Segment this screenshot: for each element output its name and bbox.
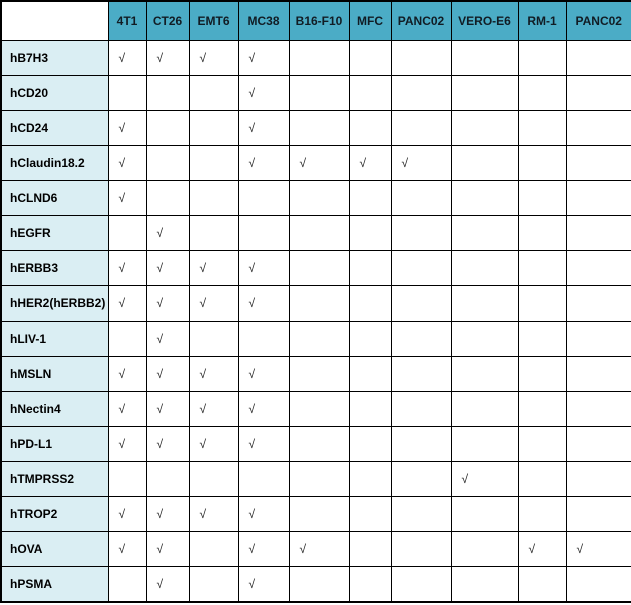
empty-cell bbox=[289, 181, 349, 216]
empty-cell bbox=[451, 145, 518, 180]
empty-cell bbox=[391, 462, 451, 497]
empty-cell bbox=[349, 391, 391, 426]
empty-cell bbox=[566, 567, 631, 602]
empty-cell bbox=[391, 286, 451, 321]
column-header-vero-e6: VERO-E6 bbox=[451, 1, 518, 40]
empty-cell bbox=[391, 497, 451, 532]
empty-cell bbox=[518, 75, 566, 110]
empty-cell bbox=[391, 426, 451, 461]
table-row bbox=[1, 251, 631, 286]
table-row bbox=[1, 75, 631, 110]
row-label-hpd-l1: hPD-L1 bbox=[1, 426, 108, 461]
column-header-rm-1: RM-1 bbox=[518, 1, 566, 40]
checkmark-cell: √ bbox=[146, 497, 189, 532]
checkmark-cell: √ bbox=[238, 567, 289, 602]
empty-cell bbox=[518, 251, 566, 286]
checkmark-cell: √ bbox=[289, 145, 349, 180]
checkmark-cell: √ bbox=[238, 391, 289, 426]
checkmark-cell: √ bbox=[108, 497, 146, 532]
row-label-hcd20: hCD20 bbox=[1, 75, 108, 110]
empty-cell bbox=[518, 321, 566, 356]
checkmark-cell: √ bbox=[108, 391, 146, 426]
empty-cell bbox=[349, 181, 391, 216]
empty-cell bbox=[189, 462, 238, 497]
column-header-4t1: 4T1 bbox=[108, 1, 146, 40]
row-label-herbb3: hERBB3 bbox=[1, 251, 108, 286]
empty-cell bbox=[518, 40, 566, 75]
checkmark-cell: √ bbox=[108, 532, 146, 567]
empty-cell bbox=[349, 110, 391, 145]
checkmark-cell: √ bbox=[289, 532, 349, 567]
empty-cell bbox=[189, 181, 238, 216]
column-header-ct26: CT26 bbox=[146, 1, 189, 40]
row-label-hegfr: hEGFR bbox=[1, 216, 108, 251]
checkmark-cell: √ bbox=[146, 532, 189, 567]
empty-cell bbox=[566, 321, 631, 356]
row-label-htrop2: hTROP2 bbox=[1, 497, 108, 532]
empty-cell bbox=[451, 75, 518, 110]
empty-cell bbox=[289, 40, 349, 75]
checkmark-cell: √ bbox=[108, 145, 146, 180]
row-label-hclaudin18.2: hClaudin18.2 bbox=[1, 145, 108, 180]
empty-cell bbox=[108, 567, 146, 602]
empty-cell bbox=[349, 567, 391, 602]
empty-cell bbox=[289, 286, 349, 321]
empty-cell bbox=[238, 181, 289, 216]
empty-cell bbox=[566, 497, 631, 532]
row-label-hpsma: hPSMA bbox=[1, 567, 108, 602]
empty-cell bbox=[349, 75, 391, 110]
empty-cell bbox=[391, 40, 451, 75]
empty-cell bbox=[518, 286, 566, 321]
empty-cell bbox=[391, 251, 451, 286]
row-label-hher2(herbb2): hHER2(hERBB2) bbox=[1, 286, 108, 321]
empty-cell bbox=[238, 321, 289, 356]
empty-cell bbox=[289, 75, 349, 110]
empty-cell bbox=[451, 181, 518, 216]
empty-cell bbox=[189, 321, 238, 356]
empty-cell bbox=[146, 145, 189, 180]
empty-cell bbox=[349, 321, 391, 356]
empty-cell bbox=[349, 40, 391, 75]
table-row bbox=[1, 462, 631, 497]
empty-cell bbox=[566, 356, 631, 391]
empty-cell bbox=[108, 75, 146, 110]
empty-cell bbox=[566, 40, 631, 75]
empty-cell bbox=[349, 532, 391, 567]
table-row bbox=[1, 391, 631, 426]
empty-cell bbox=[189, 75, 238, 110]
column-header-panc02: PANC02 bbox=[566, 1, 631, 40]
empty-cell bbox=[518, 426, 566, 461]
column-header-panc02: PANC02 bbox=[391, 1, 451, 40]
checkmark-cell: √ bbox=[146, 216, 189, 251]
column-header-mfc: MFC bbox=[349, 1, 391, 40]
empty-cell bbox=[391, 532, 451, 567]
empty-cell bbox=[518, 497, 566, 532]
row-label-htmprss2: hTMPRSS2 bbox=[1, 462, 108, 497]
empty-cell bbox=[146, 110, 189, 145]
empty-cell bbox=[146, 75, 189, 110]
checkmark-cell: √ bbox=[238, 251, 289, 286]
empty-cell bbox=[349, 251, 391, 286]
table-row bbox=[1, 286, 631, 321]
empty-cell bbox=[518, 391, 566, 426]
checkmark-cell: √ bbox=[146, 321, 189, 356]
empty-cell bbox=[518, 462, 566, 497]
table-row bbox=[1, 567, 631, 602]
empty-cell bbox=[451, 532, 518, 567]
empty-cell bbox=[391, 321, 451, 356]
row-label-hcd24: hCD24 bbox=[1, 110, 108, 145]
table-row bbox=[1, 532, 631, 567]
empty-cell bbox=[451, 391, 518, 426]
empty-cell bbox=[391, 216, 451, 251]
table-row bbox=[1, 426, 631, 461]
column-header-mc38: MC38 bbox=[238, 1, 289, 40]
empty-cell bbox=[451, 110, 518, 145]
checkmark-cell: √ bbox=[349, 145, 391, 180]
empty-cell bbox=[451, 321, 518, 356]
empty-cell bbox=[566, 216, 631, 251]
empty-cell bbox=[189, 145, 238, 180]
empty-cell bbox=[451, 40, 518, 75]
empty-cell bbox=[289, 567, 349, 602]
empty-cell bbox=[566, 75, 631, 110]
empty-cell bbox=[349, 216, 391, 251]
empty-cell bbox=[451, 426, 518, 461]
empty-cell bbox=[238, 216, 289, 251]
checkmark-cell: √ bbox=[189, 426, 238, 461]
empty-cell bbox=[391, 391, 451, 426]
empty-cell bbox=[108, 462, 146, 497]
empty-cell bbox=[566, 462, 631, 497]
table-row bbox=[1, 145, 631, 180]
checkmark-cell: √ bbox=[108, 110, 146, 145]
empty-cell bbox=[289, 110, 349, 145]
empty-cell bbox=[108, 321, 146, 356]
empty-cell bbox=[391, 181, 451, 216]
checkmark-cell: √ bbox=[238, 75, 289, 110]
empty-cell bbox=[146, 462, 189, 497]
empty-cell bbox=[349, 497, 391, 532]
empty-cell bbox=[451, 286, 518, 321]
empty-cell bbox=[566, 426, 631, 461]
corner-cell bbox=[1, 1, 108, 40]
checkmark-cell: √ bbox=[566, 532, 631, 567]
row-label-hnectin4: hNectin4 bbox=[1, 391, 108, 426]
empty-cell bbox=[566, 110, 631, 145]
column-header-b16-f10: B16-F10 bbox=[289, 1, 349, 40]
empty-cell bbox=[518, 145, 566, 180]
table-row bbox=[1, 497, 631, 532]
row-label-hova: hOVA bbox=[1, 532, 108, 567]
checkmark-cell: √ bbox=[189, 391, 238, 426]
column-header-emt6: EMT6 bbox=[189, 1, 238, 40]
empty-cell bbox=[518, 181, 566, 216]
empty-cell bbox=[189, 567, 238, 602]
checkmark-cell: √ bbox=[146, 426, 189, 461]
empty-cell bbox=[349, 356, 391, 391]
checkmark-cell: √ bbox=[108, 356, 146, 391]
empty-cell bbox=[289, 497, 349, 532]
checkmark-cell: √ bbox=[238, 532, 289, 567]
empty-cell bbox=[451, 356, 518, 391]
empty-cell bbox=[238, 462, 289, 497]
checkmark-cell: √ bbox=[108, 181, 146, 216]
checkmark-cell: √ bbox=[146, 391, 189, 426]
empty-cell bbox=[451, 251, 518, 286]
empty-cell bbox=[391, 567, 451, 602]
empty-cell bbox=[289, 462, 349, 497]
checkmark-cell: √ bbox=[238, 426, 289, 461]
empty-cell bbox=[349, 426, 391, 461]
empty-cell bbox=[518, 216, 566, 251]
table-row bbox=[1, 356, 631, 391]
empty-cell bbox=[566, 145, 631, 180]
empty-cell bbox=[518, 567, 566, 602]
checkmark-cell: √ bbox=[108, 40, 146, 75]
table-header bbox=[1, 1, 631, 40]
empty-cell bbox=[289, 391, 349, 426]
checkmark-cell: √ bbox=[518, 532, 566, 567]
empty-cell bbox=[451, 216, 518, 251]
checkmark-cell: √ bbox=[189, 497, 238, 532]
header-row bbox=[1, 1, 631, 40]
empty-cell bbox=[189, 110, 238, 145]
checkmark-cell: √ bbox=[189, 40, 238, 75]
checkmark-cell: √ bbox=[108, 251, 146, 286]
checkmark-cell: √ bbox=[146, 356, 189, 391]
empty-cell bbox=[289, 251, 349, 286]
empty-cell bbox=[451, 497, 518, 532]
table-row bbox=[1, 40, 631, 75]
table-row bbox=[1, 110, 631, 145]
checkmark-cell: √ bbox=[238, 145, 289, 180]
checkmark-cell: √ bbox=[238, 286, 289, 321]
checkmark-cell: √ bbox=[189, 286, 238, 321]
empty-cell bbox=[518, 110, 566, 145]
empty-cell bbox=[518, 356, 566, 391]
checkmark-cell: √ bbox=[189, 356, 238, 391]
row-label-hclnd6: hCLND6 bbox=[1, 181, 108, 216]
empty-cell bbox=[566, 251, 631, 286]
checkmark-cell: √ bbox=[238, 356, 289, 391]
row-label-hmsln: hMSLN bbox=[1, 356, 108, 391]
checkmark-cell: √ bbox=[146, 40, 189, 75]
empty-cell bbox=[391, 356, 451, 391]
table-row bbox=[1, 216, 631, 251]
empty-cell bbox=[289, 426, 349, 461]
empty-cell bbox=[566, 391, 631, 426]
row-label-hliv-1: hLIV-1 bbox=[1, 321, 108, 356]
empty-cell bbox=[349, 286, 391, 321]
empty-cell bbox=[391, 110, 451, 145]
empty-cell bbox=[566, 181, 631, 216]
empty-cell bbox=[566, 286, 631, 321]
table-row bbox=[1, 181, 631, 216]
empty-cell bbox=[108, 216, 146, 251]
table-body bbox=[1, 40, 631, 602]
empty-cell bbox=[189, 532, 238, 567]
table-row bbox=[1, 321, 631, 356]
empty-cell bbox=[289, 321, 349, 356]
checkmark-cell: √ bbox=[108, 426, 146, 461]
checkmark-cell: √ bbox=[391, 145, 451, 180]
checkmark-cell: √ bbox=[146, 251, 189, 286]
checkmark-cell: √ bbox=[146, 286, 189, 321]
checkmark-cell: √ bbox=[238, 40, 289, 75]
checkmark-cell: √ bbox=[451, 462, 518, 497]
checkmark-cell: √ bbox=[238, 497, 289, 532]
checkmark-cell: √ bbox=[189, 251, 238, 286]
empty-cell bbox=[146, 181, 189, 216]
empty-cell bbox=[391, 75, 451, 110]
row-label-hb7h3: hB7H3 bbox=[1, 40, 108, 75]
empty-cell bbox=[451, 567, 518, 602]
empty-cell bbox=[349, 462, 391, 497]
empty-cell bbox=[289, 216, 349, 251]
checkmark-cell: √ bbox=[146, 567, 189, 602]
empty-cell bbox=[289, 356, 349, 391]
checkmark-cell: √ bbox=[238, 110, 289, 145]
empty-cell bbox=[189, 216, 238, 251]
checkmark-cell: √ bbox=[108, 286, 146, 321]
